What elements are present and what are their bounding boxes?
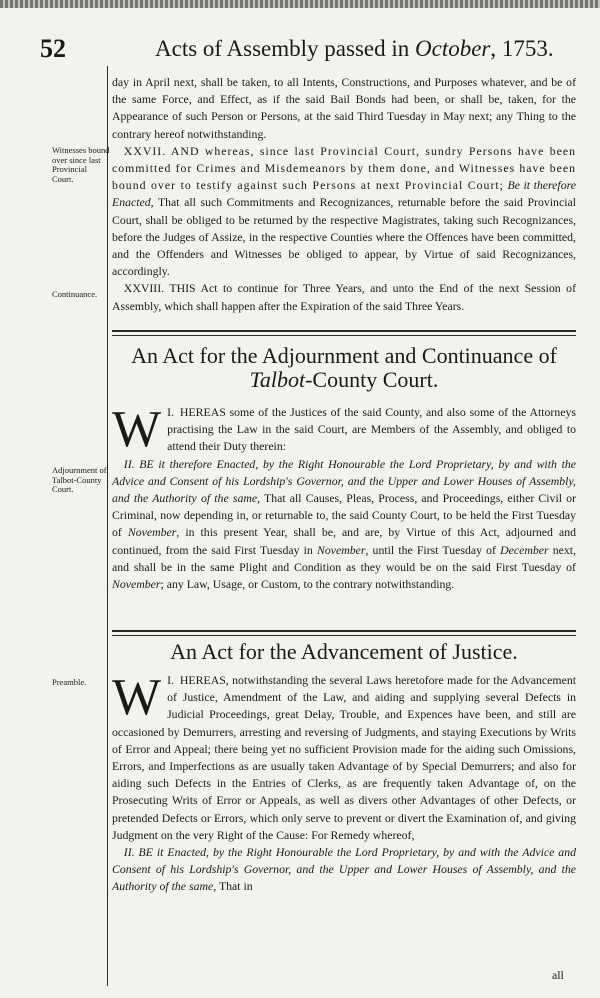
section-27: XXVII. AND whereas, since last Provincial Court, sundry Persons have been committed for Crimes and Misdemeanors by them done, and Witnesses have been bound over to testify against such Persons at next Provincial Court; Be it therefore Enacted, That all such Commitments and Recognizances, returnable before the said Provincial Court, shall be obliged to be returned by the respective Magistrates, taking such Recognizances, before the Judges of Assize, in the respective Counties where the Offences have been committed, and the Offenders and Witnesses be obliged to appear, by Virtue of said Recognizances, accordingly. (112, 143, 576, 279)
continuation-paragraph: day in April next, shall be taken, to all Intents, Constructions, and Purposes whatever, and be of the same Force, and Effect, as if the said Bail Bonds had been, or shall be, taken, for the Appearance of such Person or Persons, at the said Third Tuesday in May next; any Thing to the contrary hereof notwithstanding. (112, 75, 576, 141)
section-28: XXVIII. THIS Act to continue for Three Years, and unto the End of the next Session of Assembly, which shall happen after the Expiration of the said Three Years. (112, 281, 576, 313)
page-number: 52 (40, 34, 66, 63)
margin-note-witnesses: Witnesses bound over since last Provincial Court. (52, 145, 110, 184)
margin-note-continuance: Continuance. (52, 289, 98, 299)
section-rule (112, 630, 576, 636)
margin-rule (107, 66, 108, 986)
continuation-block (112, 74, 576, 315)
justice-section-1: I. W HEREAS, notwithstanding the several Laws heretofore made for the Advancement of Justice, Amendment of the Law, and aiding and supplying several Defects in Judicial Proceedings, great Delay, Trouble, and Expences have been, and still are occasioned by Demurrers, arresting and reversing of Judgments, and staying Executions by Writs of Error and Appeal; there being yet no sufficient Provision made for the aiding such Omissions, Errors, and Imperfections as are usually taken Advantage of by Special Demurrers; and also for aiding such Defects in the Entries of Clerks, as are frequently taken Advantage of, on the Prosecuting Writs of Error or Appeals, as well as divers other Advantages of other Defects, or pretended Defects or Errors, which only serve to prevent or divert the Examination of, and giving Judgment on the very Right of the Cause: For Remedy whereof, (112, 669, 576, 842)
drop-cap: W (112, 669, 162, 726)
act-title-justice: An Act for the Advancement of Justice. (170, 639, 518, 664)
drop-cap: W (112, 401, 162, 458)
page-header (40, 34, 560, 64)
margin-note-preamble: Preamble. (52, 677, 87, 687)
running-head: Acts of Assembly passed in October, 1753. (155, 36, 554, 61)
margin-note-adjournment: Adjournment of Talbot-County Court. (52, 465, 107, 494)
justice-section-2: II. BE it Enacted, by the Right Honourable the Lord Proprietary, by and with the Advice and Consent of his Lordship's Governor, and the Upper and Lower Houses of Assembly, and the Authority of the same, That in (112, 845, 576, 894)
act-body-talbot (112, 401, 576, 593)
talbot-section-1: I. W HEREAS some of the Justices of the said County, and also some of the Attorneys practising the Law in the said Court, are Members of the Assembly, and obliged to attend their Duty therein: (112, 401, 576, 458)
talbot-section-2: II. BE it therefore Enacted, by the Right Honourable the Lord Proprietary, by and with the Advice and Consent of his Lordship's Governor, and the Upper and Lower Houses of Assembly, and the Authority of the same, That all Causes, Pleas, Process, and Proceedings, either Civil or Criminal, now depending in, or returnable to, the said County Court, to be held the First Tuesday of November, in this present Year, shall be, and are, by Virtue of this Act, adjourned and continued, from the said First Tuesday in November, until the First Tuesday of December next, and shall be in the same Plight and Condition as they would be on the said First Tuesday of November; any Law, Usage, or Custom, to the contrary notwithstanding. (112, 456, 576, 592)
act-title-talbot: An Act for the Adjournment and Continuance of Talbot-County Court. (131, 343, 557, 392)
catchword: all (552, 968, 564, 982)
section-rule (112, 330, 576, 336)
torn-top-edge (0, 0, 600, 8)
act-body-justice (112, 669, 576, 896)
